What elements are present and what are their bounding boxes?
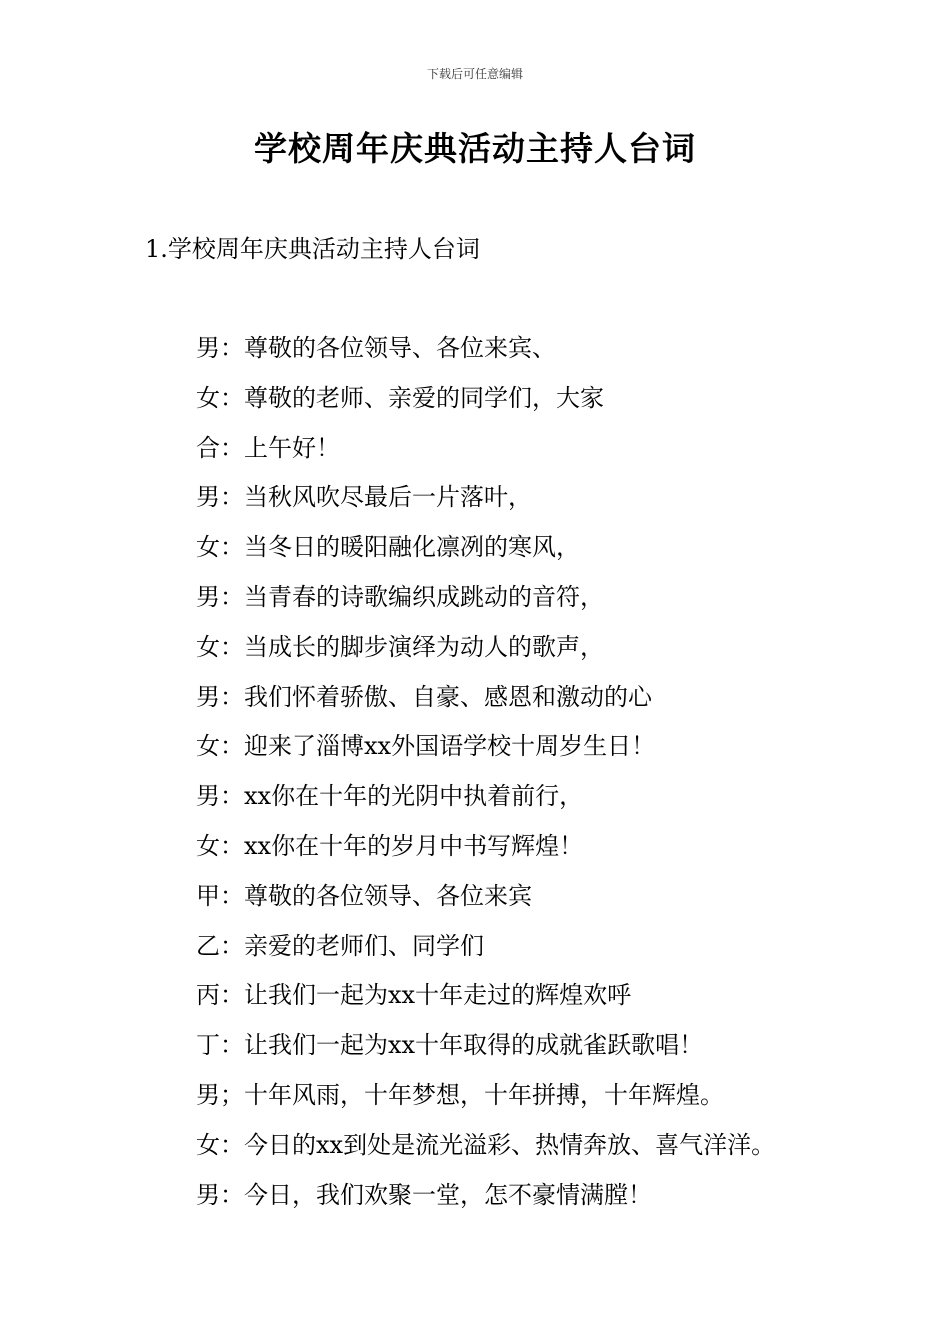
line-text: 尊敬的各位领导、各位来宾 (244, 881, 532, 910)
line-text: 让我们一起为xx十年走过的辉煌欢呼 (244, 981, 632, 1010)
line-text: 迎来了淄博xx外国语学校十周岁生日！ (244, 732, 656, 761)
speaker-label: 男： (196, 682, 244, 711)
script-line (196, 331, 926, 381)
speaker-label: 男： (196, 334, 244, 362)
script-line (196, 929, 926, 979)
speaker-label: 女： (196, 632, 244, 661)
line-text: xx你在十年的岁月中书写辉煌！ (244, 831, 584, 860)
script-line (196, 1078, 926, 1128)
script-line (196, 879, 926, 929)
script-line (196, 729, 926, 779)
speaker-label: 女： (196, 533, 244, 562)
script-line (196, 680, 926, 730)
line-text: 让我们一起为xx十年取得的成就雀跃歌唱！ (244, 1031, 704, 1060)
speaker-label: 女： (196, 1130, 244, 1159)
line-text: 亲爱的老师们、同学们 (244, 931, 484, 960)
script-line (196, 580, 926, 630)
speaker-label: 男： (196, 582, 244, 611)
speaker-label: 男： (196, 1180, 244, 1209)
line-text: 我们怀着骄傲、自豪、感恩和激动的心 (244, 682, 652, 711)
speaker-label: 合： (196, 433, 244, 462)
header-note: 下载后可任意编辑 (426, 67, 523, 81)
script-line (196, 530, 926, 580)
speaker-label: 丙： (196, 981, 244, 1010)
script-line (196, 779, 926, 829)
line-text: 当秋风吹尽最后一片落叶， (244, 483, 532, 512)
script-line (196, 431, 926, 481)
line-text: xx你在十年的光阴中执着前行， (244, 782, 584, 811)
line-text: 当成长的脚步演绎为动人的歌声， (244, 632, 604, 661)
line-text: 尊敬的各位领导、各位来宾、 (244, 334, 556, 362)
speaker-label: 丁： (196, 1031, 244, 1060)
speaker-label: 女： (196, 383, 244, 412)
script-line (196, 630, 926, 680)
line-text: 今日，我们欢聚一堂，怎不豪情满膛！ (244, 1180, 652, 1209)
line-text: 当冬日的暖阳融化凛冽的寒风， (244, 533, 580, 562)
script-lines (196, 331, 926, 1227)
speaker-label: 乙： (196, 931, 244, 960)
speaker-label: 男； (196, 1080, 244, 1109)
speaker-label: 女： (196, 831, 244, 860)
speaker-label: 男： (196, 483, 244, 512)
speaker-label: 女： (196, 732, 244, 761)
line-text: 今日的xx到处是流光溢彩、热情奔放、喜气洋洋。 (244, 1130, 776, 1159)
document-title: 学校周年庆典活动主持人台词 (254, 129, 696, 168)
line-text: 十年风雨，十年梦想，十年拼搏，十年辉煌。 (244, 1080, 724, 1109)
section-heading: 1.学校周年庆典活动主持人台词 (145, 235, 480, 263)
script-line (196, 480, 926, 530)
line-text: 上午好！ (244, 433, 340, 462)
script-line (196, 1028, 926, 1078)
script-line (196, 1128, 926, 1178)
script-line (196, 978, 926, 1028)
line-text: 尊敬的老师、亲爱的同学们，大家 (244, 383, 604, 412)
script-line (196, 381, 926, 431)
script-line (196, 1178, 926, 1228)
script-line (196, 829, 926, 879)
line-text: 当青春的诗歌编织成跳动的音符， (244, 582, 604, 611)
speaker-label: 男： (196, 782, 244, 811)
speaker-label: 甲： (196, 881, 244, 910)
